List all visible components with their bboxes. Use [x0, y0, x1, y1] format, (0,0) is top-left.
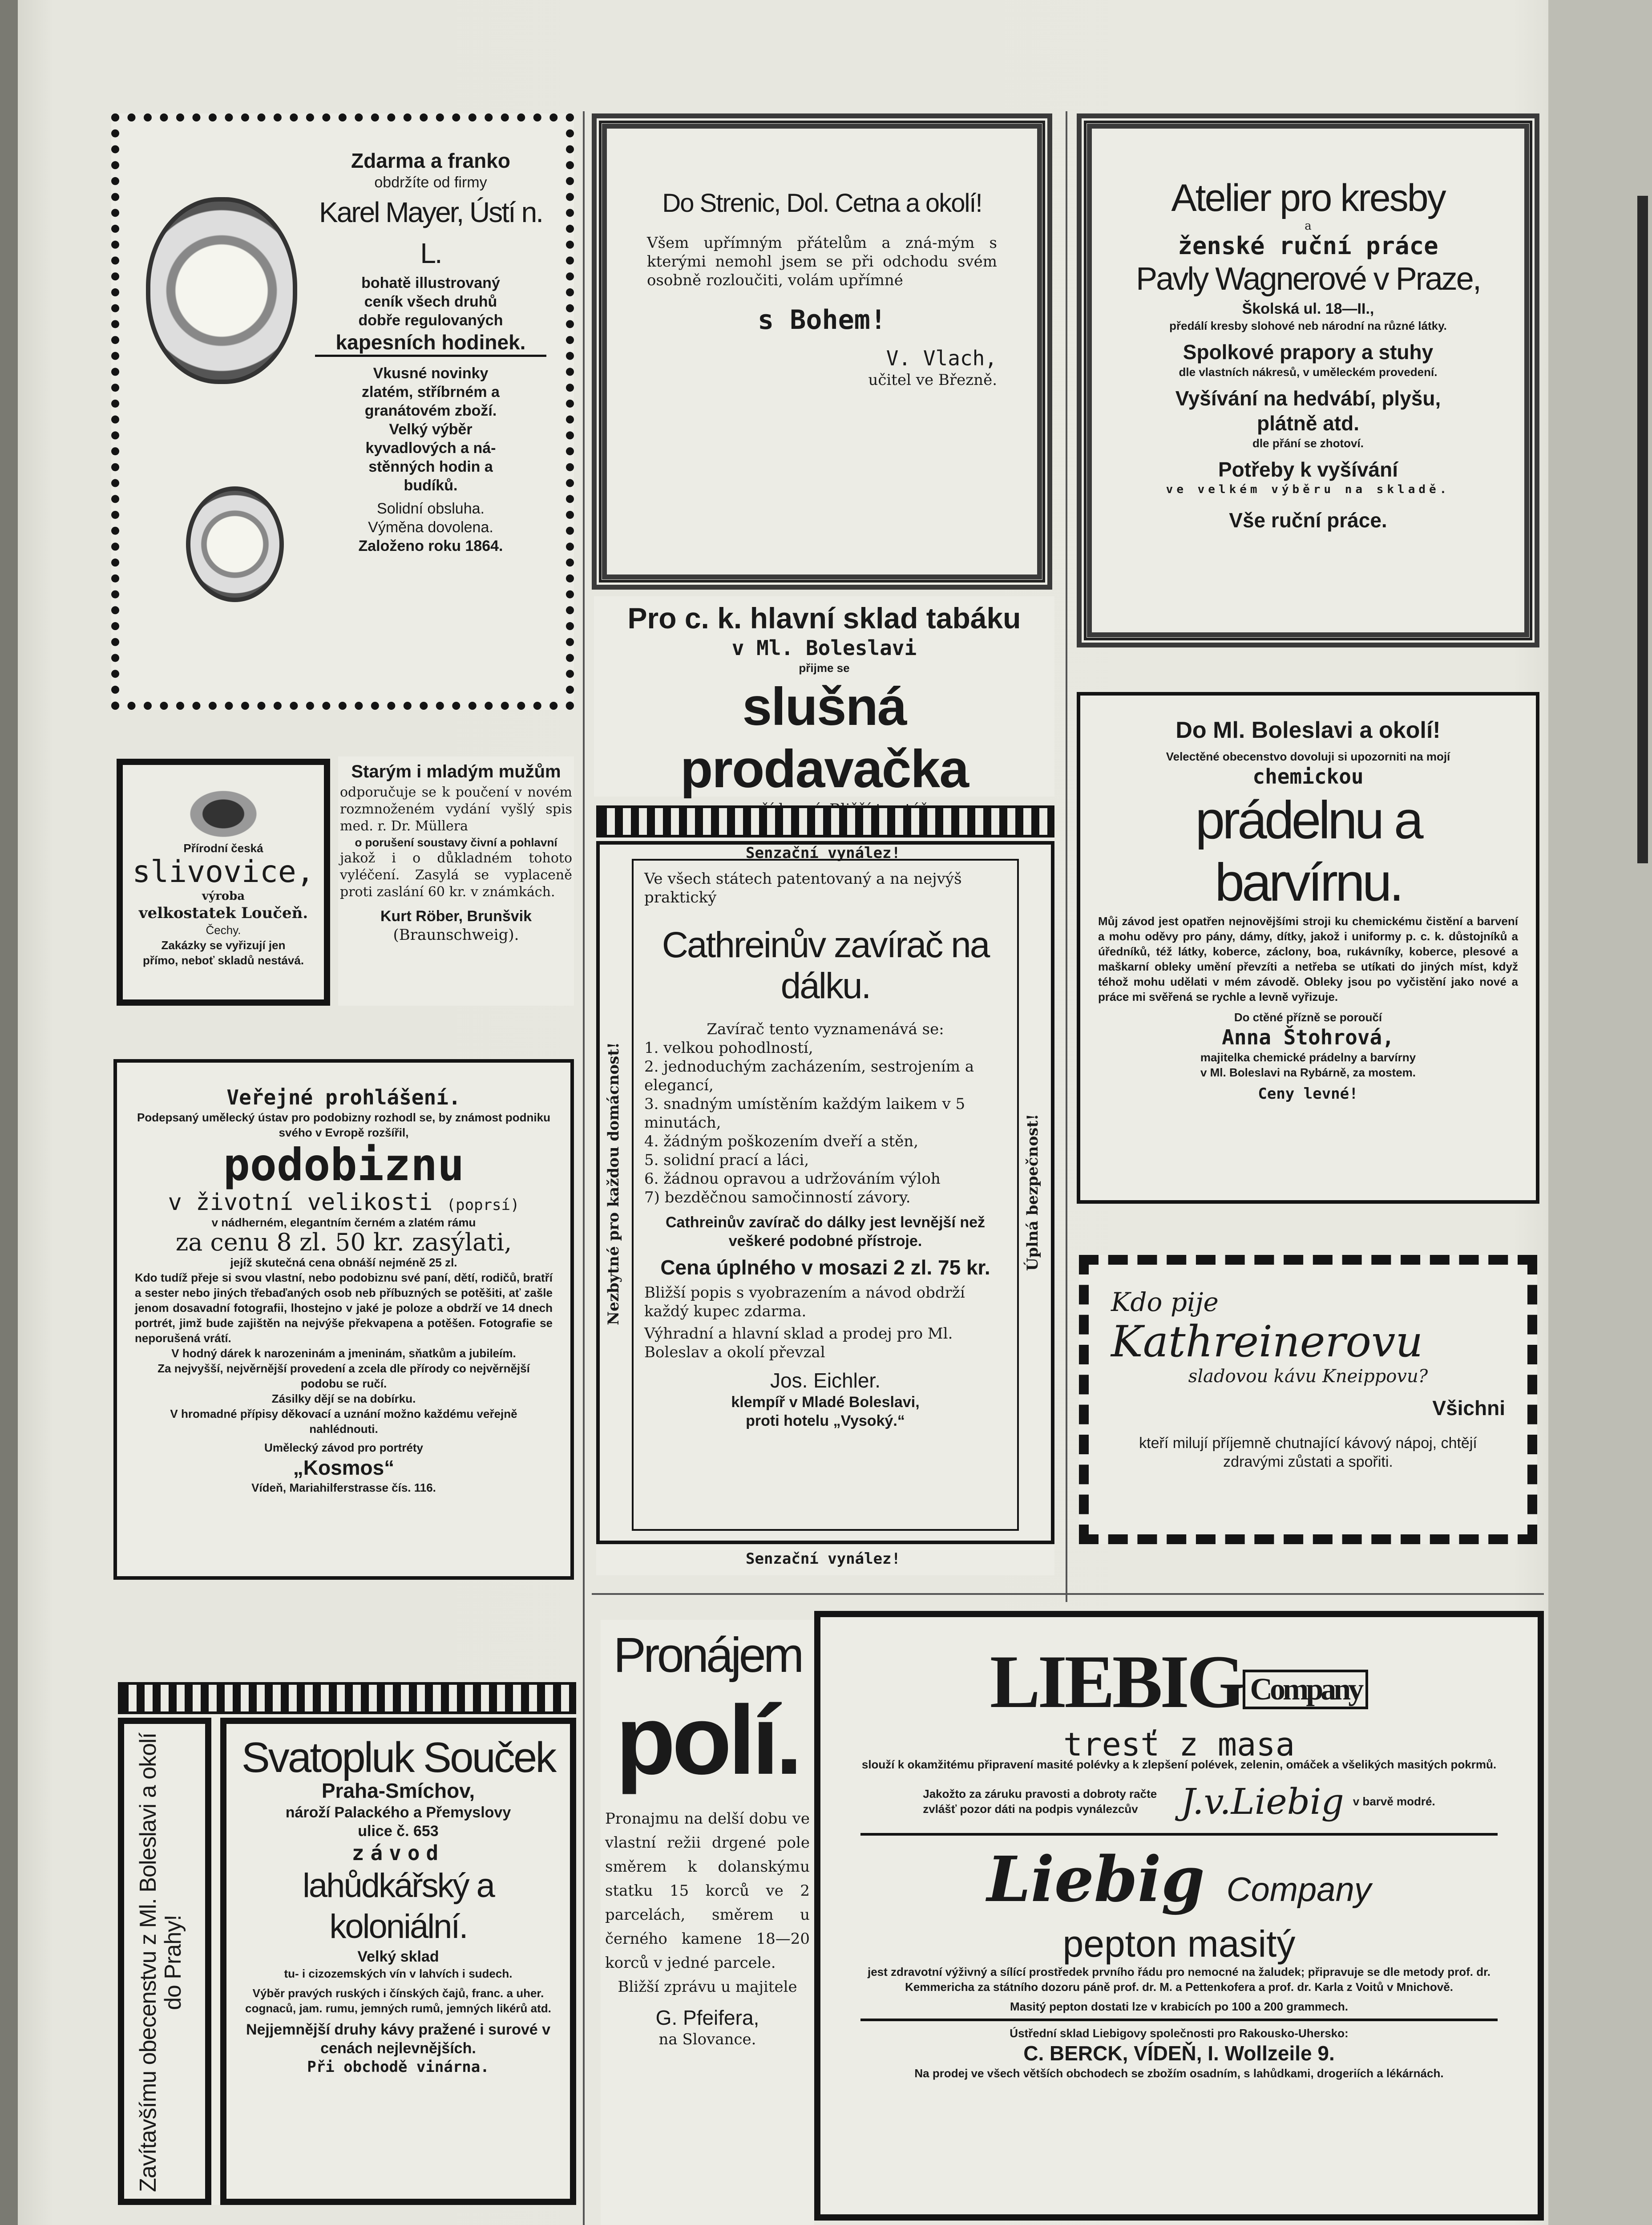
ad-liebig [814, 1611, 1544, 2221]
cathrein-item-1: 1. velkou pohodlností, [644, 1039, 813, 1057]
soucek-top-band [118, 1682, 576, 1714]
wagner-line13: ve velkém výběru na skladě. [1166, 483, 1450, 496]
podobizna-line4b: (poprsí) [446, 1196, 520, 1214]
cathrein-item-5: 5. solidní prací a láci, [644, 1151, 809, 1169]
vlach-body: Všem upřímným přátelům a zná-mým s kterými nemohl jsem se při odchodu svém osobně rozloučiti, volám upřímné [647, 234, 997, 289]
soucek-line6: lahůdkářský a koloniální. [303, 1867, 494, 1946]
liebig-line3: Jakožto za záruku pravosti a dobroty račte zvlášť pozor dáti na podpis vynálezcův [923, 1787, 1157, 1816]
cathrein-cheap: Cathreinův zavírač do dálky jest levnější než veškeré podobné přístroje. [665, 1214, 986, 1250]
stohr-line2: Velectěné obecenstvo dovoluji si upozorniti na mojí [1166, 750, 1450, 763]
mayer-line9: zlatém, stříbrném a [362, 384, 500, 400]
pronajem-line5: G. Pfeifera, [655, 2006, 759, 2029]
pronajem-line2: polí. [615, 1685, 800, 1795]
cathrein-sub: Zavírač tento vyznamenává se: [707, 1020, 944, 1038]
page-edge-left [0, 0, 18, 2225]
kathreiner-line4: Všichni [1432, 1396, 1505, 1420]
stohr-line3: chemickou [1252, 765, 1364, 789]
mayer-line16: Výměna dovolena. [368, 519, 493, 536]
muller-line2: odporučuje se k poučení v novém rozmnoženém vydání vyšlý spis med. r. Dr. Müllera [340, 785, 572, 834]
ad-mayer-watches [111, 113, 574, 710]
cathrein-side-right: Úplná bezpečnost! [1024, 1114, 1042, 1271]
mayer-line6: dobře regulovaných [358, 312, 503, 329]
stohr-line6: Do ctěné přízně se poroučí [1234, 1011, 1382, 1024]
ad-slivovice [117, 759, 330, 1006]
slivovice-line7: přímo, neboť skladů nestává. [142, 954, 304, 967]
liebig-line6: jest zdravotní výživný a sílící prostředek prvního řádu pro nemocné na žaludek; připravuje se dle metody prof. dr. Kemmericha za státního dozoru páně prof. dr. M. a Pettenkofera a prof. dr. Karla z Voitů v Mnichově. [867, 1965, 1491, 1994]
soucek-line8: tu- i cizozemských vín v lahvích i sudech. [284, 1967, 513, 1980]
cathrein-bottom-label: Senzační vynález! [746, 1550, 901, 1568]
wagner-line9: Vyšívání na hedvábí, plyšu, [1175, 387, 1441, 410]
stohr-line9: v Ml. Boleslavi na Rybárně, za mostem. [1200, 1066, 1416, 1079]
stohr-line4: prádelnu a barvírnu. [1195, 790, 1421, 912]
podobizna-line8: Kdo tudíž přeje si svou vlastní, nebo podobiznu své paní, dětí, rodičů, bratří a sester nebo jiných třebaďaných osob neb příbuzných se potěšiti, ať zašle jenom dosavadní fotografii, lhostejno v jaké je poloze a obdrží ve 14 dnech portrét, jimž bude zajištěn na nejvýše překvapena a potěšen. Fotografie se neporušená vrátí. [135, 1271, 553, 1345]
soucek-line3: nároží Palackého a Přemyslovy [285, 1804, 511, 1821]
liebig-line7: Masitý pepton dostati lze v krabicích po 100 a 200 grammech. [1010, 1999, 1349, 2013]
soucek-line1: Svatopluk Souček [241, 1734, 555, 1781]
tabak-line2: v Ml. Boleslavi [731, 636, 917, 660]
ad-pronajem-fields [601, 1620, 814, 2225]
mayer-line10: granátovém zboží. [364, 402, 497, 419]
soucek-line4: ulice č. 653 [358, 1823, 439, 1840]
kathreiner-line3: sladovou kávu Kneippovu? [1188, 1366, 1428, 1387]
wagner-line7: Spolkové prapory a stuhy [1183, 340, 1434, 364]
ad-tabak-clerk [594, 596, 1054, 797]
cathrein-more: Bližší popis s vyobrazením a návod obdrží každý kupec zdarma. [644, 1284, 965, 1320]
soucek-line5: závod [351, 1841, 445, 1865]
cathrein-name: Jos. Eichler. [770, 1369, 881, 1392]
soucek-line11: Při obchodě vinárna. [307, 2058, 489, 2076]
vlach-name: V. Vlach, [886, 346, 997, 370]
mayer-line8: Vkusné novinky [373, 365, 489, 382]
wagner-line8: dle vlastních nákresů, v uměleckém provedení. [1179, 365, 1438, 379]
cathrein-side-left: Nezbytné pro každou domácnost! [605, 1042, 622, 1325]
tabak-line4: slušná prodavačka [680, 677, 969, 799]
stohr-line8: majitelka chemické prádelny a barvírny [1200, 1051, 1416, 1064]
cathrein-addr2: proti hotelu „Vysoký.“ [746, 1412, 905, 1429]
kathreiner-line5: kteří milují příjemně chutnající kávový nápoj, chtějí zdravými zůstati a spořiti. [1139, 1435, 1477, 1470]
soucek-line2: Praha-Smíchov, [321, 1779, 475, 1802]
liebig-line8: Ústřední sklad Liebigovy společnosti pro Rakousko-Uhersko: [1010, 2026, 1349, 2040]
vlach-role: učitel ve Březně. [868, 371, 997, 389]
podobizna-line12: V hromadné přípisy děkovací a uznání možno každému veřejně nahlédnouti. [170, 1407, 517, 1436]
podobizna-line6: za cenu 8 zl. 50 kr. zasýlati, [175, 1228, 512, 1256]
stohr-line10: Ceny levné! [1258, 1085, 1358, 1103]
slivovice-line4: velkostatek Loučeň. [138, 904, 308, 922]
liebig-line9: C. BERCK, VÍDEŇ, I. Wollzeile 9. [1023, 2041, 1335, 2065]
cathrein-top-label: Senzační vynález! [746, 844, 901, 862]
cathrein-sale: Výhradní a hlavní sklad a prodej pro Ml. Boleslav a okolí převzal [644, 1325, 953, 1361]
liebig-brand2: Liebig [987, 1843, 1205, 1916]
slivovice-title: slivovice, [132, 854, 315, 890]
podobizna-line1: Veřejné prohlášení. [226, 1085, 461, 1109]
podobizna-line13: Umělecký závod pro portréty [264, 1441, 423, 1454]
slivovice-line5: Čechy. [206, 923, 241, 937]
ad-kosmos-portrait [113, 1059, 574, 1580]
ad-stohr-laundry [1077, 692, 1539, 1204]
liebig-line1: tresť z masa [1063, 1725, 1295, 1763]
cathrein-intro: Ve všech státech patentovaný a na nejvýš praktický [644, 870, 962, 906]
pocket-watch-illustration [146, 197, 297, 384]
ad-kathreiner-coffee [1079, 1255, 1537, 1544]
kathreiner-line2: Kathreinerovu [1111, 1317, 1423, 1367]
stohr-line1: Do Ml. Boleslavi a okolí! [1175, 717, 1441, 743]
mayer-line11: Velký výběr [389, 421, 473, 438]
slivovice-line3: výroba [202, 890, 245, 903]
podobizna-line9: V hodný dárek k narozeninám a jmeninám, sňatkům a jubileím. [171, 1347, 516, 1360]
mayer-line2: obdržíte od firmy [374, 174, 487, 191]
wagner-line11: dle přání se zhotoví. [1252, 437, 1364, 450]
cathrein-price: Cena úplného v mosazi 2 zl. 75 kr. [660, 1256, 990, 1279]
liebig-line5: pepton masitý [1062, 1922, 1296, 1965]
slivovice-line1: Přírodní česká [183, 841, 263, 855]
wagner-handwork: ženské ruční práce [1178, 232, 1438, 260]
muller-line6: (Braunschweig). [393, 926, 519, 944]
podobizna-line14: „Kosmos“ [293, 1456, 395, 1479]
cathrein-title: Cathreinův zavírač na dálku. [662, 925, 989, 1006]
stohr-line5: Můj závod jest opatřen nejnovějšími stroji ku chemickému čistění a barvení a mohu oděvy pro pány, dámy, dítky, jakož i uniformy p. c. k. důstojníků a úředníků, též látky, koberce, záclony, boa, rukávníky, koberce, plesové a maškarní obleky umění převzíti a netřeba se utíkati do jiných míst, když téhož mohu udělati v mém závodě. Obleky jsou po vyčistění jako nové a práce mi svěřená se rychle a levně vyřizuje. [1098, 914, 1518, 1003]
coat-of-arms-illustration [166, 774, 281, 841]
mayer-line15: Solidní obsluha. [377, 500, 485, 517]
wagner-line14: Vše ruční práce. [1229, 509, 1387, 532]
podobizna-line15: Vídeň, Mariahilferstrasse čís. 116. [251, 1481, 436, 1494]
ad-cathrein-closer [596, 805, 1054, 1575]
cathrein-item-3: 3. snadným umístěním každým laikem v 5 minutách, [644, 1095, 965, 1132]
cathrein-item-2: 2. jednoduchým zacházením, sestrojením a elegancí, [644, 1058, 974, 1094]
mayer-line17: Založeno roku 1864. [358, 538, 503, 554]
mayer-line4: bohatě illustrovaný [361, 275, 500, 291]
podobizna-line2: Podepsaný umělecký ústav pro podobizny rozhodl se, by známost podniku svého v Evropě rozšířil, [137, 1111, 550, 1139]
muller-line1: Starým i mladým mužům [351, 762, 561, 781]
pronajem-line1: Pronájem [613, 1628, 802, 1683]
soucek-line7: Velký sklad [357, 1948, 439, 1965]
ad-vlach-farewell [592, 113, 1052, 590]
kathreiner-line1: Kdo pije [1111, 1287, 1219, 1317]
podobizna-line3: podobiznu [223, 1139, 464, 1191]
liebig-line2: slouží k okamžitému připravení masité polévky a k zlepšení polévek, zelenin, omáček a všelikých masitých pokrmů. [861, 1757, 1497, 1771]
ad-soucek-deli [118, 1682, 576, 2205]
wagner-name: Pavly Wagnerové v Praze, [1136, 261, 1480, 297]
mayer-line7: kapesních hodinek. [315, 330, 546, 357]
liebig-line10: Na prodej ve všech větších obchodech se zbožím osadním, s lahůdkami, drogeriích a lékárnách. [914, 2066, 1444, 2080]
cathrein-item-6: 6. žádnou opravou a udržováním výloh [644, 1170, 941, 1188]
vlach-title: Do Strenic, Dol. Cetna a okolí! [662, 189, 982, 218]
muller-line4: jakož i o důkladném tohoto vyléčení. Zasylá se vyplaceně proti zaslání 60 kr. v známkách. [340, 850, 572, 900]
column-rule-2 [1066, 111, 1067, 1602]
muller-line3: o porušení soustavy čivní a pohlavní [355, 836, 557, 849]
page-edge-right [1548, 0, 1652, 2225]
liebig-brand: LIEBIG [990, 1640, 1243, 1723]
mayer-line5: ceník všech druhů [364, 293, 497, 310]
pronajem-line6: na Slovance. [658, 2031, 756, 2048]
cathrein-item-7: 7) bezděčnou samočinností závory. [644, 1189, 911, 1206]
wagner-line12: Potřeby k vyšívání [1218, 458, 1398, 481]
podobizna-line5: v nádherném, elegantním černém a zlatém rámu [211, 1216, 476, 1229]
cathrein-addr1: klempíř v Mladé Boleslavi, [731, 1394, 920, 1411]
mayer-firm: Karel Mayer, Ústí n. L. [319, 196, 542, 269]
mayer-line1: Zdarma a franko [351, 149, 510, 172]
liebig-line4: v barvě modré. [1353, 1795, 1435, 1808]
vlach-farewell: s Bohem! [758, 304, 886, 336]
liebig-signature: J.v.Liebig [1181, 1780, 1344, 1822]
liebig-company2: Company [1226, 1870, 1371, 1909]
soucek-line9: Výběr pravých ruských i čínských čajů, franc. a uher. cognaců, jam. rumu, jemných rumů, jemných likérů atd. [245, 1986, 551, 2015]
wagner-line10: plátně atd. [1256, 412, 1360, 435]
column-rule-1 [583, 111, 585, 2225]
small-watch-illustration [186, 486, 284, 602]
mayer-line13: stěnných hodin a [368, 458, 493, 475]
pronajem-line4: Bližší zprávu u majitele [618, 1978, 797, 1996]
podobizna-line11: Zásilky dějí se na dobírku. [271, 1392, 416, 1405]
muller-line5: Kurt Röber, Brunšvik [380, 908, 532, 925]
wagner-title: Atelier pro kresby [1171, 177, 1445, 219]
soucek-side: Zavítavšímu obecenstvu z Ml. Boleslavi a okolí do Prahy! [135, 1733, 186, 2193]
soucek-line10: Nejjemnější druhy kávy pražené i surové v cenách nejlevnějších. [246, 2021, 551, 2057]
tabak-line1: Pro c. k. hlavní sklad tabáku [627, 602, 1021, 635]
podobizna-line10: Za nejvyšší, nejvěrnější provedení a zcela dle přírody co nejvěrnější podobu se ručí. [158, 1362, 530, 1390]
tabak-line3: přijme se [799, 661, 850, 675]
ad-wagner-atelier [1077, 113, 1539, 647]
row-rule-1 [592, 1593, 1544, 1595]
podobizna-line7: jejíž skutečná cena obnáší nejméně 25 zl. [230, 1256, 457, 1269]
stohr-line7: Anna Štohrová, [1222, 1025, 1394, 1049]
cathrein-top-band [596, 805, 1054, 837]
slivovice-line6: Zakázky se vyřizují jen [161, 939, 286, 952]
cathrein-item-4: 4. žádným poškozením dveří a stěn, [644, 1133, 919, 1150]
pronajem-line3: Pronajmu na delší dobu ve vlastní režii drgené pole směrem k dolanskýmu statku 15 korců ve 2 parcelách, směrem u černého kamene 18—20 korců v jedné parcele. [605, 1810, 810, 1972]
podobizna-line4: v životní velikosti [168, 1189, 433, 1216]
ad-muller-book [338, 756, 574, 1006]
mayer-line14: budíků. [404, 477, 458, 494]
mayer-line12: kyvadlových a ná- [365, 440, 496, 457]
wagner-and: a [1305, 219, 1312, 233]
wagner-address: Školská ul. 18—II., [1242, 300, 1374, 317]
liebig-company: Company [1243, 1670, 1368, 1709]
wagner-line6: předálí kresby slohové neb národní na různé látky. [1169, 319, 1447, 332]
